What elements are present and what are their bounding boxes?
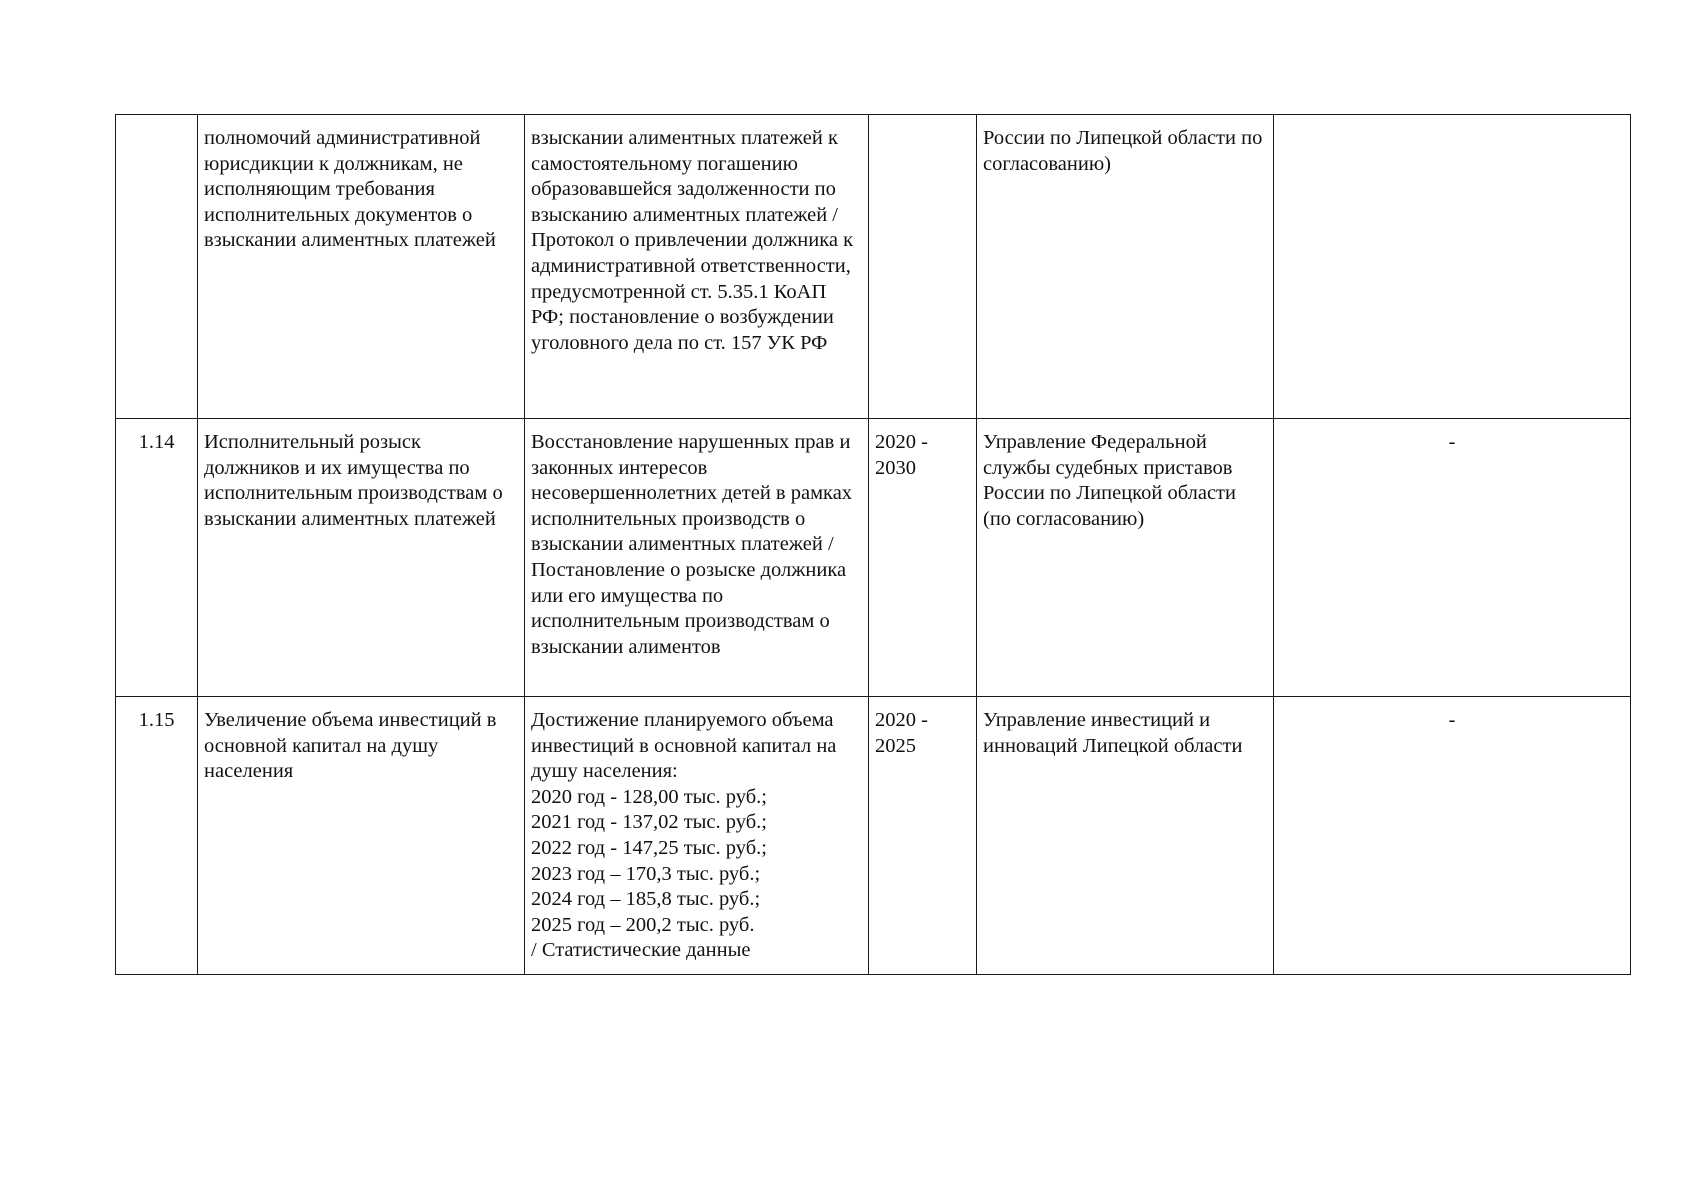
row-number [116,115,198,419]
expected-result: взыскании алиментных платежей к самостоятельному погашению образовавшейся задолженности по взысканию алиментных платежей / Протокол о привлечении должника к административной ответственности, предусмотренной ст. 5.35.1 КоАП РФ; постановление о возбуждении уголовного дела по ст. 157 УК РФ [525,115,869,419]
expected-result [525,697,869,975]
extra-cell [1274,115,1631,419]
measure-name: Исполнительный розыск должников и их имущества по исполнительным производствам о взыскании алиментных платежей [198,419,525,697]
measures-table [115,114,1631,975]
result-line: 2025 год – 200,2 тыс. руб. [531,913,755,936]
measure-name: полномочий административной юрисдикции к должникам, не исполняющим требования исполнительных документов о взыскании алиментных платежей [198,115,525,419]
result-line: 2022 год - 147,25 тыс. руб.; [531,836,767,859]
result-line: 2020 год - 128,00 тыс. руб.; [531,785,767,808]
result-line: 2024 год – 185,8 тыс. руб.; [531,888,761,911]
responsible-executor: Управление инвестиций и инноваций Липецкой области [977,697,1274,975]
table-row [116,697,1631,975]
extra-cell: - [1274,419,1631,697]
implementation-term: 2020 - 2025 [869,697,977,975]
expected-result: Восстановление нарушенных прав и законных интересов несовершеннолетних детей в рамках исполнительных производств о взыскании алиментных платежей / Постановление о розыске должника или его имущества по исполнительным производствам о взыскании алиментов [525,419,869,697]
table-row [116,419,1631,697]
result-line: 2021 год - 137,02 тыс. руб.; [531,811,767,834]
table-row [116,115,1631,419]
result-line: 2023 год – 170,3 тыс. руб.; [531,862,761,885]
implementation-term [869,115,977,419]
row-number: 1.14 [116,419,198,697]
responsible-executor: Управление Федеральной службы судебных приставов России по Липецкой области (по согласованию) [977,419,1274,697]
implementation-term: 2020 - 2030 [869,419,977,697]
result-line: Достижение планируемого объема инвестиций в основной капитал на душу населения: [531,709,837,783]
row-number: 1.15 [116,697,198,975]
responsible-executor: России по Липецкой области по согласованию) [977,115,1274,419]
measure-name: Увеличение объема инвестиций в основной капитал на душу населения [198,697,525,975]
result-line: / Статистические данные [531,939,751,962]
extra-cell: - [1274,697,1631,975]
